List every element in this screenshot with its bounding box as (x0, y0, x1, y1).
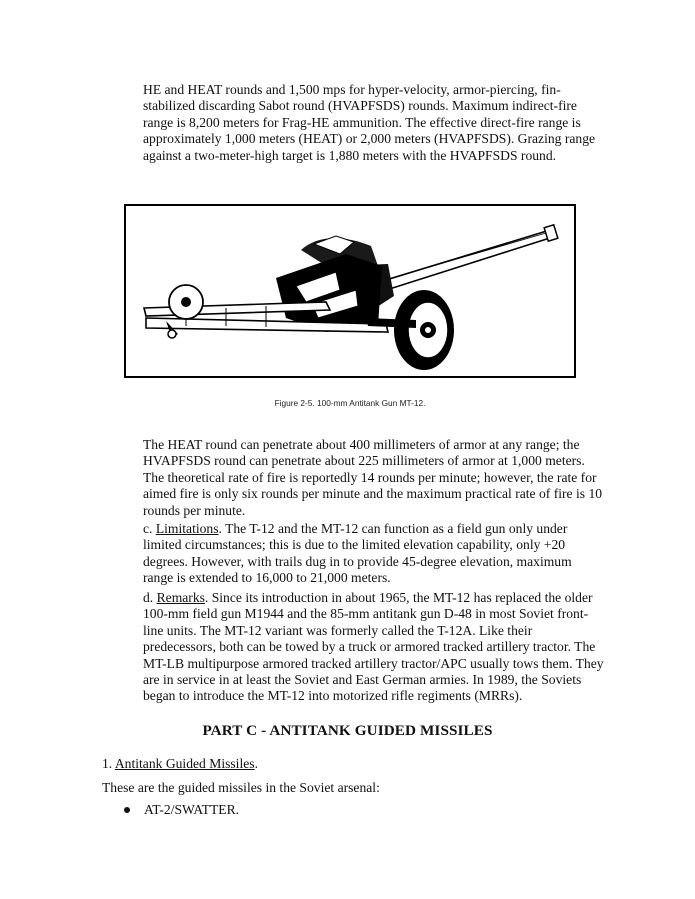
remarks-prefix: d. (143, 590, 157, 605)
subsection-suffix: . (254, 756, 258, 771)
remarks-body: . Since its introduction in about 1965, the MT-12 has replaced the older 100-mm field gun M1944 and the 85-mm antitank gun D-48 in most Soviet front-line units. The MT-12 variant was formerly called the T-12A. Like their predecessors, both can be towed by a truck or armored tracked artillery tractor. The MT-LB multipurpose armored tracked artillery tractor/APC usually tows them. They are in service in at least the Soviet and East German armies. In 1989, the Soviets began to introduce the MT-12 into motorized rifle regiments (MRRs). (143, 590, 604, 704)
paragraph-ammunition-ranges: HE and HEAT rounds and 1,500 mps for hyper-velocity, armor-piercing, fin-stabilized discarding Sabot round (HVAPFSDS) rounds. Maximum indirect-fire range is 8,200 meters for Frag-HE ammunition. The effective direct-fire range is approximately 1,000 meters (HEAT) or 2,000 meters (HVAPFSDS). Grazing range against a two-meter-high target is 1,880 meters with the HVAPFSDS round. (143, 82, 596, 163)
antitank-gun-illustration (126, 206, 574, 376)
paragraph-remarks (143, 590, 605, 705)
limitations-body: . The T-12 and the MT-12 can function as a field gun only under limited circumstances; this is due to the limited elevation capability, only +20 degrees. However, with trails dug in to provide 45-degree elevation, maximum range is extended to 16,000 to 21,000 meters. (143, 521, 572, 586)
remarks-heading: Remarks (156, 590, 205, 605)
paragraph-missiles-intro: These are the guided missiles in the Soviet arsenal: (102, 780, 380, 795)
limitations-heading: Limitations (155, 521, 219, 536)
limitations-prefix: c. (143, 521, 156, 536)
paragraph-penetration: The HEAT round can penetrate about 400 millimeters of armor at any range; the HVAPFSDS round can penetrate about 225 millimeters of armor at 1,000 meters. The theoretical rate of fire is reportedly 14 rounds per minute; however, the rate for aimed fire is only six rounds per minute and the maximum practical rate of fire is 10 rounds per minute. (143, 437, 603, 518)
bullet-icon (124, 807, 130, 813)
figure-caption: Figure 2-5. 100-mm Antitank Gun MT-12. (274, 398, 426, 408)
list-item-text: AT-2/SWATTER. (144, 802, 240, 817)
subsection-heading (102, 756, 258, 772)
figure-frame (124, 204, 576, 378)
subsection-heading-text: Antitank Guided Missiles (114, 756, 255, 771)
paragraph-limitations (143, 521, 605, 587)
section-title: PART C - ANTITANK GUIDED MISSILES (202, 722, 493, 739)
subsection-number: 1. (102, 756, 115, 771)
list-item (124, 802, 239, 818)
